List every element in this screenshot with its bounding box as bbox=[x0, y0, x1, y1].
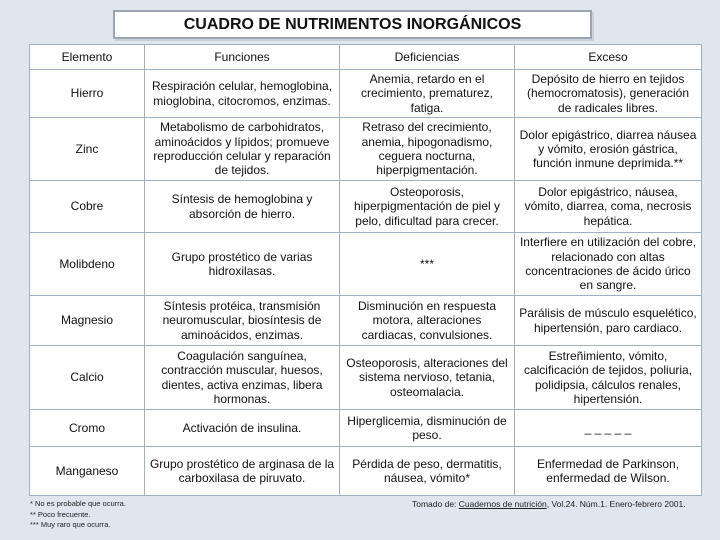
source-suffix: Vol.24. Núm.1. Enero-febrero 2001. bbox=[551, 499, 686, 509]
nutrients-table bbox=[29, 44, 702, 496]
table-row bbox=[30, 346, 702, 410]
cell-deficiencias: Anemia, retardo en el crecimiento, prematurez, fatiga. bbox=[340, 70, 515, 118]
cell-elemento: Hierro bbox=[30, 70, 145, 118]
table-row bbox=[30, 410, 702, 447]
footnote: * No es probable que ocurra. bbox=[30, 499, 126, 508]
page-title: CUADRO DE NUTRIMENTOS INORGÁNICOS bbox=[113, 10, 592, 39]
cell-elemento: Manganeso bbox=[30, 447, 145, 496]
source-comma: , bbox=[546, 499, 550, 509]
footnote: *** Muy raro que ocurra. bbox=[30, 520, 111, 529]
cell-elemento: Magnesio bbox=[30, 296, 145, 346]
cell-funciones: Grupo prostético de varias hidroxilasas. bbox=[145, 233, 340, 296]
header-elemento: Elemento bbox=[30, 45, 145, 70]
source-citation bbox=[412, 499, 686, 509]
cell-deficiencias: Pérdida de peso, dermatitis, náusea, vómito* bbox=[340, 447, 515, 496]
table-row bbox=[30, 233, 702, 296]
header-exceso: Exceso bbox=[515, 45, 702, 70]
cell-exceso: Depósito de hierro en tejidos (hemocromatosis), generación de radicales libres. bbox=[515, 70, 702, 118]
cell-elemento: Calcio bbox=[30, 346, 145, 410]
cell-funciones: Síntesis de hemoglobina y absorción de hierro. bbox=[145, 181, 340, 233]
cell-elemento: Molibdeno bbox=[30, 233, 145, 296]
cell-elemento: Cromo bbox=[30, 410, 145, 447]
cell-deficiencias: Disminución en respuesta motora, alteraciones cardiacas, convulsiones. bbox=[340, 296, 515, 346]
cell-funciones: Respiración celular, hemoglobina, mioglobina, citocromos, enzimas. bbox=[145, 70, 340, 118]
table-row bbox=[30, 118, 702, 181]
cell-funciones: Síntesis protéica, transmisión neuromuscular, biosíntesis de aminoácidos, enzimas. bbox=[145, 296, 340, 346]
cell-funciones: Grupo prostético de arginasa de la carboxilasa de piruvato. bbox=[145, 447, 340, 496]
cell-deficiencias: Osteoporosis, alteraciones del sistema nervioso, tetania, osteomalacia. bbox=[340, 346, 515, 410]
table-row bbox=[30, 70, 702, 118]
cell-exceso: Interfiere en utilización del cobre, relacionado con altas concentraciones de ácido úrico en sangre. bbox=[515, 233, 702, 296]
table-row bbox=[30, 296, 702, 346]
cell-exceso: Enfermedad de Parkinson, enfermedad de Wilson. bbox=[515, 447, 702, 496]
cell-elemento: Zinc bbox=[30, 118, 145, 181]
table-row bbox=[30, 181, 702, 233]
source-prefix: Tomado de: bbox=[412, 499, 457, 509]
header-funciones: Funciones bbox=[145, 45, 340, 70]
cell-exceso: _ _ _ _ _ bbox=[515, 410, 702, 447]
cell-funciones: Activación de insulina. bbox=[145, 410, 340, 447]
cell-exceso: Dolor epigástrico, diarrea náusea y vómito, erosión gástrica, función inmune deprimida.** bbox=[515, 118, 702, 181]
cell-deficiencias: Hiperglicemia, disminución de peso. bbox=[340, 410, 515, 447]
table-row bbox=[30, 447, 702, 496]
cell-elemento: Cobre bbox=[30, 181, 145, 233]
cell-exceso: Parálisis de músculo esquelético, hipertensión, paro cardiaco. bbox=[515, 296, 702, 346]
cell-exceso: Estreñimiento, vómito, calcificación de tejidos, poliuria, polidipsia, cálculos renales, hipertensión. bbox=[515, 346, 702, 410]
table-header-row bbox=[30, 45, 702, 70]
source-link[interactable]: Cuadernos de nutrición bbox=[458, 499, 547, 509]
cell-deficiencias: Retraso del crecimiento, anemia, hipogonadismo, ceguera nocturna, hiperpigmentación. bbox=[340, 118, 515, 181]
header-deficiencias: Deficiencias bbox=[340, 45, 515, 70]
cell-deficiencias: Osteoporosis, hiperpigmentación de piel y pelo, dificultad para crecer. bbox=[340, 181, 515, 233]
cell-exceso: Dolor epigástrico, náusea, vómito, diarrea, coma, necrosis hepática. bbox=[515, 181, 702, 233]
cell-deficiencias: *** bbox=[340, 233, 515, 296]
footnotes bbox=[30, 499, 126, 531]
footnote: ** Poco frecuente. bbox=[30, 509, 91, 519]
cell-funciones: Metabolismo de carbohidratos, aminoácidos y lípidos; promueve reproducción celular y reparación de tejidos. bbox=[145, 118, 340, 181]
cell-funciones: Coagulación sanguínea, contracción muscular, huesos, dientes, activa enzimas, libera hormonas. bbox=[145, 346, 340, 410]
